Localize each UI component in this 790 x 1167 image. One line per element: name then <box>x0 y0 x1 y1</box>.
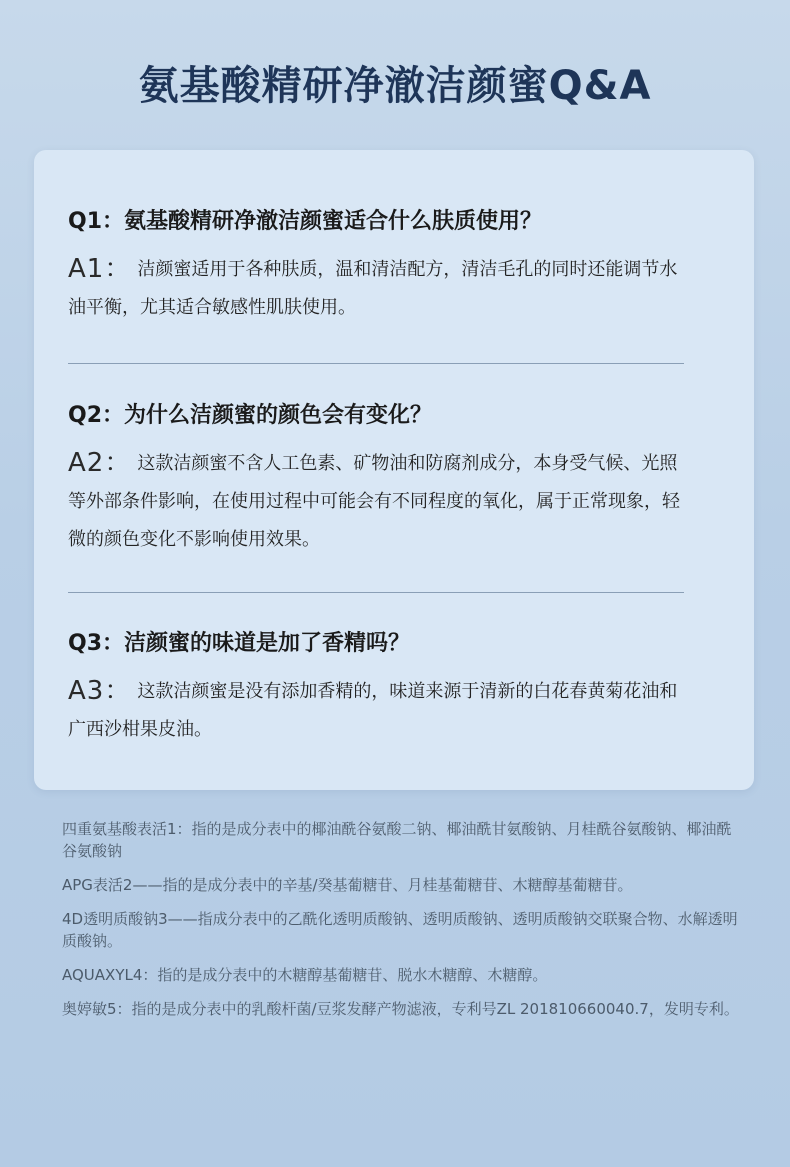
answer-2 <box>68 444 688 559</box>
footnote-2: APG表活2——指的是成分表中的辛基/癸基葡糖苷、月桂基葡糖苷、木糖醇基葡糖苷。 <box>62 876 633 894</box>
footnote-5: 奥婷敏5：指的是成分表中的乳酸杆菌/豆浆发酵产物滤液，专利号ZL 201810660040.7，发明专利。 <box>62 1000 739 1018</box>
qa-item-3 <box>68 628 688 749</box>
footnote-3: 4D透明质酸钠3——指成分表中的乙酰化透明质酸钠、透明质酸钠、透明质酸钠交联聚合物、水解透明质酸钠。 <box>62 910 738 950</box>
page-title: 氨基酸精研净澈洁颜蜜Q&A <box>138 63 652 109</box>
divider-2 <box>68 592 684 593</box>
question-1: Q1：氨基酸精研净澈洁颜蜜适合什么肤质使用？ <box>68 209 543 234</box>
answer-2-tag: A2： <box>68 448 132 478</box>
answer-1-tag: A1： <box>68 254 132 284</box>
question-3: Q3：洁颜蜜的味道是加了香精吗？ <box>68 631 411 656</box>
answer-3-tag: A3： <box>68 676 132 706</box>
qa-item-1 <box>68 206 688 327</box>
answer-3 <box>68 672 688 749</box>
answer-1 <box>68 250 688 327</box>
footnote-1: 四重氨基酸表活1：指的是成分表中的椰油酰谷氨酸二钠、椰油酰甘氨酸钠、月桂酰谷氨酸钠、椰油酰谷氨酸钠 <box>62 820 732 860</box>
question-2: Q2：为什么洁颜蜜的颜色会有变化？ <box>68 403 433 428</box>
footnotes <box>62 818 742 1032</box>
answer-1-text: 洁颜蜜适用于各种肤质，温和清洁配方，清洁毛孔的同时还能调节水油平衡，尤其适合敏感性肌肤使用。 <box>68 259 678 318</box>
answer-3-text: 这款洁颜蜜是没有添加香精的，味道来源于清新的白花春黄菊花油和广西沙柑果皮油。 <box>68 681 678 740</box>
answer-2-text: 这款洁颜蜜不含人工色素、矿物油和防腐剂成分，本身受气候、光照等外部条件影响，在使用过程中可能会有不同程度的氧化，属于正常现象，轻微的颜色变化不影响使用效果。 <box>68 453 680 550</box>
footnote-4: AQUAXYL4：指的是成分表中的木糖醇基葡糖苷、脱水木糖醇、木糖醇。 <box>62 966 548 984</box>
divider-1 <box>68 363 684 364</box>
qa-card <box>34 150 754 790</box>
qa-item-2 <box>68 400 688 559</box>
